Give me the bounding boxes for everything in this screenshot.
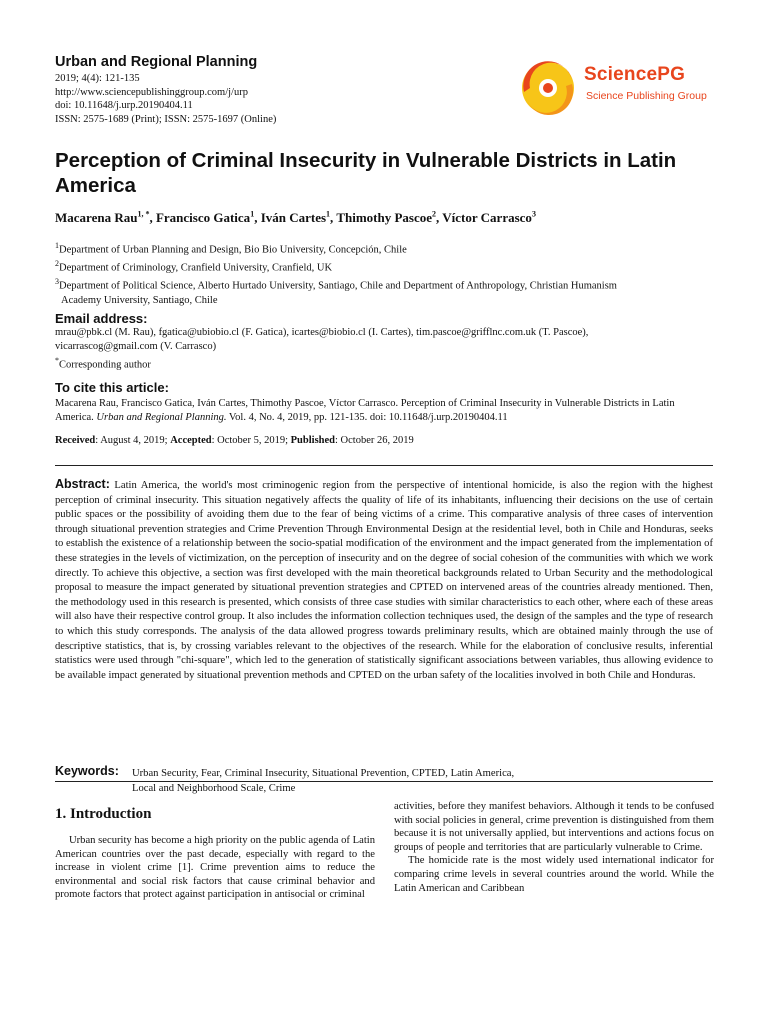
journal-issn: ISSN: 2575-1689 (Print); ISSN: 2575-1697 (Online) [55,113,277,125]
author: Iván Cartes$^1$, [260,210,337,226]
paragraph: The homicide rate is the most widely used international indicator for comparing crime levels in several countries around the world. While the Latin American and Caribbean [394,855,714,894]
publication-dates: Received: August 4, 2019; Accepted: October 5, 2019; Published: October 26, 2019 [55,435,414,446]
body-column-right [394,800,714,895]
corresponding-author-note: *Corresponding author [55,356,151,371]
logo-name: SciencePG [584,64,686,85]
email-line[interactable]: vicarrascog@gmail.com (V. Carrasco) [55,341,217,352]
email-line[interactable]: mrau@pbk.cl (M. Rau), fgatica@ubiobio.cl (F. Gatica), icartes@biobio.cl (I. Cartes), tim.pascoe@grifflnc.com.uk (T. Pascoe), [55,327,589,338]
body-column-left [55,834,375,902]
keywords-label: Keywords: [55,764,119,778]
journal-url[interactable]: http://www.sciencepublishinggroup.com/j/urp [55,86,248,98]
email-list [55,326,725,373]
affiliation: $^2$Department of Criminology, Cranfield University, Cranfield, UK [55,259,333,274]
section-heading-introduction: 1. Introduction [55,806,152,822]
author: Macarena Rau$^{1, *}$, [55,210,156,226]
cite-heading: To cite this article: [55,380,169,395]
author-list [55,210,536,226]
paper-title: Perception of Criminal Insecurity in Vulnerable Districts in Latin America [55,149,677,197]
abstract-label: Abstract: [55,477,110,491]
abstract-text: Latin America, the world's most criminogenic region from the perspective of intentional homicide, is also the region with the highest perception of criminal insecurity. This situation negatively affects the quality of life of its inhabitants, influencing their decisions on the use of certain public spaces or the possibility of avoiding them due to the fear of being victims of a crime. This comparative analysis of three cases of intervention through situational prevention strategies and Crime Prevention Through Environmental Design at the residential level, both in Chile and Honduras, seeks to establish the existence of a relationship between the socio-spatial modification of the environment and the impact generated from the implementation of these strategies in the levels of victimization, on the perception of insecurity and on the degree of social cohesion of the communities with which we work directly. To achieve this objective, a section was first developed with the main theoretical backgrounds related to Urban Security and the methodological proposal to measure the impact generated by situational prevention strategies and CPTED on intervened areas of the countries already mentioned. Then, the methodology used in this research is presented, which consists of three case studies with similar characteristics to each other, where each of these areas will also have their respective control group. It also includes the information collection techniques used, the design of the samples and the type of research to which this study corresponds. The analysis of the data allowed progress towards preliminary results, which are obtained mainly through the use of descriptive statistics, that is, by crossing variables relevant to the objectives of the research. While for the elaboration of conclusive results, inferential statistics were used through "chi-square", which led to the generation of statistically significant associations between variables, thus allowing evidence to be available impact generated by situational prevention methods and CPTED on the urban safety of the localities involved in both Chile and Honduras. [55,480,713,681]
cite-text: Macarena Rau, Francisco Gatica, Iván Cartes, Thimothy Pascoe, Víctor Carrasco. Perception of Criminal Insecurity in Vulnerable Districts in Latin America. Urban and Regional Planning. Vol. 4, No. 4, 2019, pp. 121-135. doi: 10.11648/j.urp.20190404.11 [55,398,675,423]
author: Francisco Gatica$^1$, [155,210,261,226]
divider [55,781,713,782]
paragraph: activities, before they manifest behaviors. Although it tends to be confused with social policies in general, crime prevention is distinguished from them because it is not universally applied, but interventions and actions focus on groups of people and territories that are particularly vulnerable to Crime. [394,801,714,853]
journal-meta [55,72,276,126]
affiliation: $^3$Department of Political Science, Alberto Hurtado University, Santiago, Chile and Department of Anthropology, Christian Humanism Academy University, Santiago, Chile [55,277,617,306]
sciencepg-logo [514,58,714,118]
author: Thimothy Pascoe$^2$, [336,210,443,226]
journal-doi: doi: 10.11648/j.urp.20190404.11 [55,100,193,111]
journal-name: Urban and Regional Planning [55,54,258,70]
logo-subtitle: Science Publishing Group [586,90,707,102]
sciencepg-swirl-icon [514,58,582,118]
paragraph: Urban security has become a high priority on the public agenda of Latin American countries over the past decade, especially with regard to the increase in violent crime [1]. Crime prevention aims to reduce the environmental and social risk factors that cause criminal behavior and promote factors that protect against participation in antisocial or criminal [55,835,375,901]
email-heading: Email address: [55,311,148,326]
divider [55,465,713,466]
abstract [55,477,713,683]
author: Víctor Carrasco$^3$ [442,210,536,226]
keywords-text: Urban Security, Fear, Criminal Insecurity, Situational Prevention, CPTED, Latin America, Local and Neighborhood Scale, Crime [132,768,515,794]
affiliation: $^1$Department of Urban Planning and Design, Bio Bio University, Concepción, Chile [55,241,407,256]
journal-issue: 2019; 4(4): 121-135 [55,73,140,84]
